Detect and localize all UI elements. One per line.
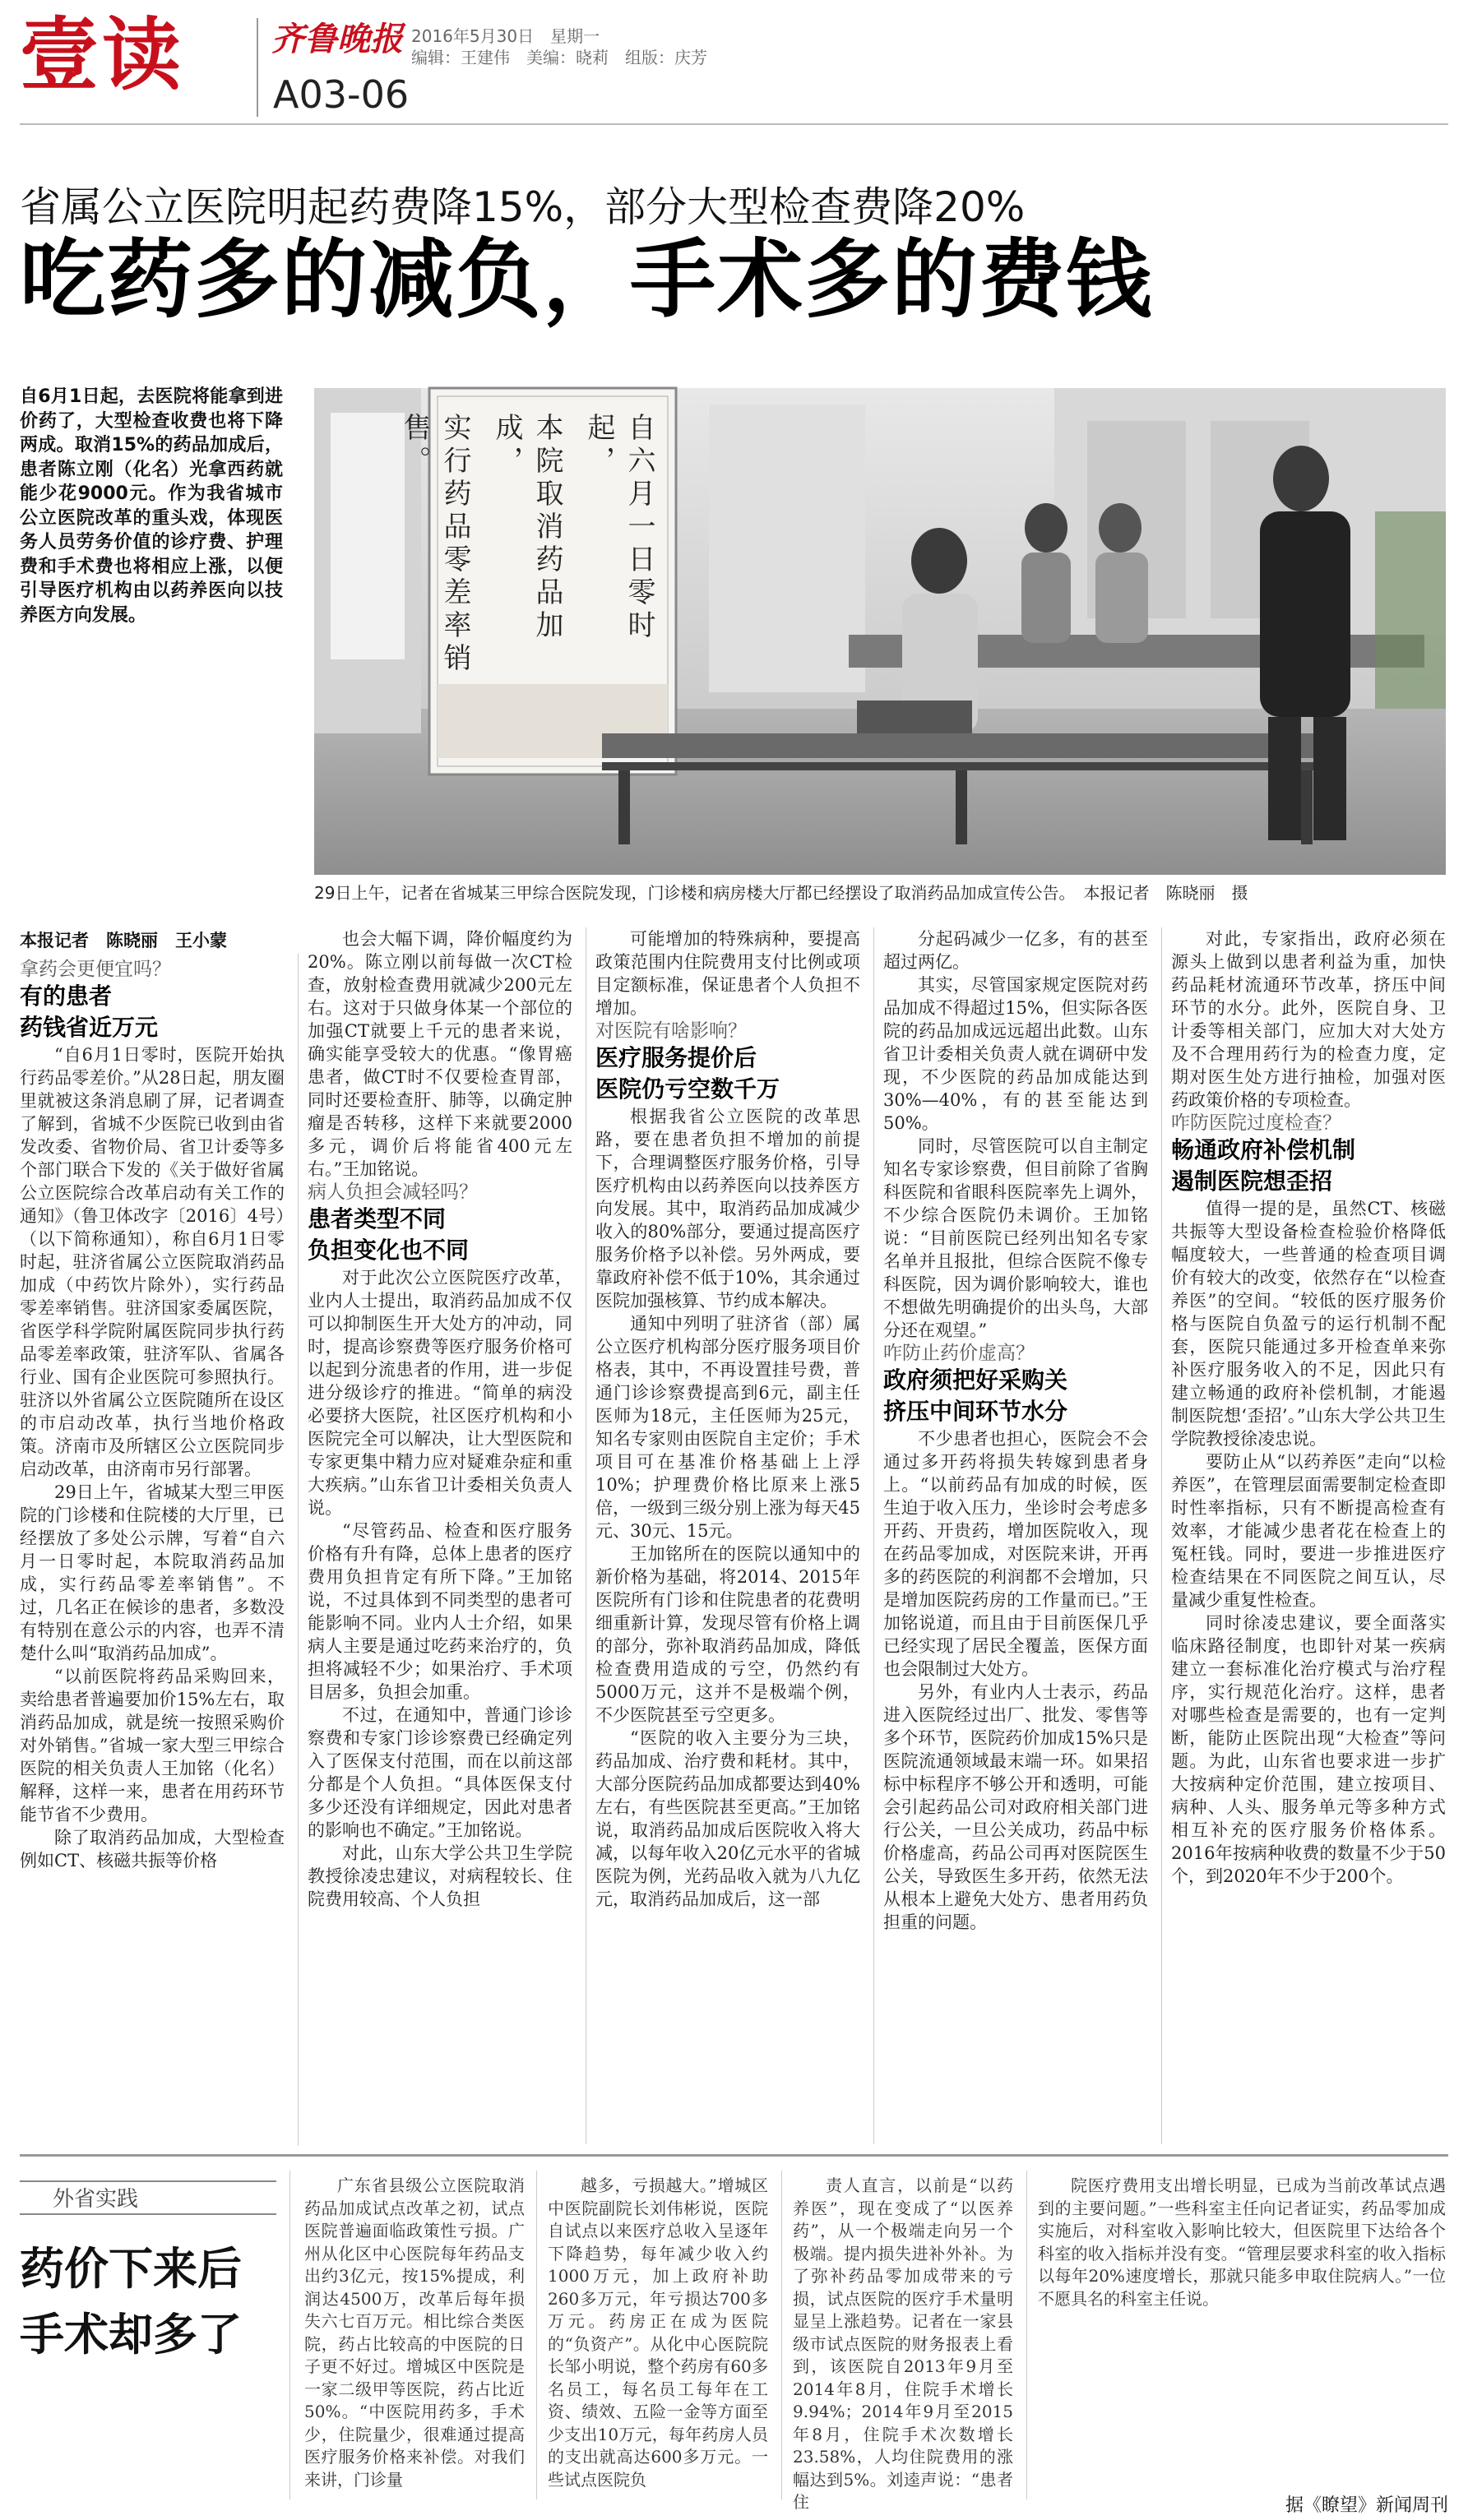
dateline: 2016年5月30日 星期一	[411, 26, 600, 46]
article-column-4	[883, 927, 1148, 2144]
article-paragraph: 王加铭所在的医院以通知中的新价格为基础，将2014、2015年医院所有门诊和住院患者的花费明细重新计算，发现尽管有价格上调的部分，弥补取消药品加成，降低检查费用造成的亏空，仍然约有5000万元，这并不是极端个例，不少医院甚至亏空更多。	[595, 1544, 860, 1725]
subheadline: 省属公立医院明起药费降15%，部分大型检查费降20%	[20, 183, 1026, 231]
article-paragraph: 对此，山东大学公共卫生学院教授徐凌忠建议，对病程较长、住院费用较高、个人负担	[308, 1843, 572, 1909]
article-column-2	[308, 927, 572, 2144]
article-paragraph: 其实，尽管国家规定医院对药品加成不得超过15%，但实际各医院的药品加成远远超出此数。山东省卫计委相关负责人就在调研中发现，不少医院的药品加成能达到30%—40%，有的甚至能达到50%。	[883, 975, 1148, 1133]
article-paragraph: 根据我省公立医院的改革思路，要在患者负担不增加的前提下，合理调整医疗服务价格，引导医疗机构由以药养医向以技养医方向发展。其中，取消药品加成减少收入的80%部分，要通过提高医疗服务价格予以补偿。另外两成，要靠政府补偿不低于10%，其余通过医院加强核算、节约成本解决。	[595, 1107, 860, 1311]
news-photo	[314, 388, 1446, 875]
article-paragraph: 同时，尽管医院可以自主制定知名专家诊察费，但目前除了省胸科医院和省眼科医院率先上调外，不少综合医院仍未调价。王加铭说：“目前医院已经列出知名专家名单并且报批，但综合医院不像专科医院，因为调价影响较大，谁也不想做先明确提价的出头鸟，大部分还在观望。”	[883, 1136, 1148, 1340]
column-rule	[1161, 927, 1162, 2144]
article-paragraph: 29日上午，省城某大型三甲医院的门诊楼和住院楼的大厅里，已经摆放了多处公示牌，写着“自六月一日零时起，本院取消药品加成，实行药品零差率销售”。不过，几名正在候诊的患者，多数没有特别在意公示的内容，也弄不清楚什么叫“取消药品加成”。	[20, 1482, 285, 1663]
notice-line-3: 实行药品零差率销售。	[398, 413, 471, 676]
lower-column-2	[548, 2175, 768, 2490]
lower-paragraph: 责人直言，以前是“以药养医”，现在变成了“以医养药”，从一个极端走向另一个极端。提内损失进补外补。为了弥补药品零加成带来的亏损，试点医院的医疗手术量明显呈上涨趋势。记者在一家县级市试点医院的财务报表上看到，该医院自2013年9月至2014年8月，住院手术增长9.94%；2014年9月至2015年8月，住院手术次数增长23.58%，人均住院费用的涨幅达到5%。刘逵声说：“患者住	[793, 2176, 1013, 2512]
lead-paragraph: 自6月1日起，去医院将能拿到进价药了，大型检查收费也将下降两成。取消15%的药品加成后，患者陈立刚（化名）光拿西药就能少花9000元。作为我省城市公立医院改革的重头戏，体现医务人员劳务价值的诊疗费、护理费和手术费也将相应上涨，以便引导医疗机构由以药养医向以技养医方向发展。	[20, 386, 283, 626]
column-rule	[873, 927, 874, 2144]
section-kicker: 咋防止药价虚高？	[883, 1343, 1035, 1364]
column-rule	[298, 954, 299, 2146]
section-heading: 有的患者 药钱省近万元	[20, 983, 159, 1041]
article-paragraph: 通知中列明了驻济省（部）属公立医疗机构部分医疗服务项目价格表，其中，不再设置挂号费，普通门诊诊察费提高到6元，副主任医师为18元，主任医师为25元，知名专家则由医院自主定价；手术项目可在基准价格基础上上浮10%；护理费价格比原来上涨5倍，一级到三级分别上涨为每天45元、30元、15元。	[595, 1314, 860, 1541]
article-column-3	[595, 927, 860, 2144]
article-column-5	[1171, 927, 1446, 2144]
section-heading: 医疗服务提价后 医院仍亏空数千万	[595, 1044, 780, 1103]
paper-logo: 齐鲁晚报	[271, 20, 403, 58]
byline: 本报记者 陈晓丽 王小蒙	[20, 931, 227, 950]
section-kicker: 对医院有啥影响？	[595, 1020, 747, 1042]
article-paragraph: 也会大幅下调，降价幅度约为20%。陈立刚以前每做一次CT检查，放射检查费用就减少200元左右。这对于只做身体某一个部位的加强CT就要上千元的患者来说，确实能享受较大的优惠。“像胃癌患者，做CT时不仅要检查胃部，同时还要检查肝、肺等，以确定肿瘤是否转移，这样下来就要2000多元，调价后将能省400元左右。”王加铭说。	[308, 929, 572, 1179]
column-rule	[781, 2171, 782, 2499]
article-paragraph: “以前医院将药品采购回来，卖给患者普遍要加价15%左右，取消药品加成，就是统一按照采购价对外销售。”省城一家大型三甲综合医院的相关负责人王加铭（化名）解释，这样一来，患者在用药环节能节省不少费用。	[20, 1667, 285, 1824]
sidebar-title-line-1: 药价下来后	[20, 2243, 242, 2295]
source-credit: 据《瞭望》新闻周刊	[1285, 2495, 1448, 2516]
article-paragraph: 要防止从“以药养医”走向“以检养医”，在管理层面需要制定检查即时性率指标，只有不断提高检查有效率，才能减少患者花在检查上的冤枉钱。同时，要进一步推进医疗检查结果在不同医院之间互认，尽量减少重复性检查。	[1171, 1452, 1446, 1610]
lower-paragraph: 越多，亏损越大。”增城区中医院副院长刘伟彬说，医院自试点以来医疗总收入呈逐年下降趋势，每年减少收入约1000万元，加上政府补助260多万元，年亏损达700多万元。药房正在成为医院的“负资产”。从化中心医院院长邹小明说，整个药房有60多名员工，每名员工每年在工资、绩效、五险一金等方面至少支出10万元，每年药房人员的支出就高达600多万元。一些试点医院负	[548, 2176, 768, 2490]
section-divider	[257, 18, 258, 117]
article-paragraph: 同时徐凌忠建议，要全面落实临床路径制度，也即针对某一疾病建立一套标准化治疗模式与治疗程序，实行规范化治疗。这样，患者对哪些检查是需要的，也有一定判断，能防止医院出现“大检查”等问题。为此，山东省也要求进一步扩大按病种定价范围，建立按项目、病种、人头、服务单元等多种方式相互补充的医疗服务价格体系。2016年按病种收费的数量不少于50个，到2020年不少于200个。	[1171, 1613, 1446, 1886]
lower-paragraph: 院医疗费用支出增长明显，已成为当前改革试点遇到的主要问题。”一些科室主任向记者证实，药品零加成实施后，对科室收入影响比较大，但医院里下达给各个科室的收入指标并没有变。“管理层要求科室的收入指标以每年20%速度增长，那就只能多申取住院病人。”一位不愿具名的科室主任说。	[1038, 2176, 1446, 2309]
lower-column-4	[1038, 2175, 1446, 2487]
lower-column-3	[793, 2175, 1013, 2512]
notice-sign-text	[398, 413, 660, 676]
masthead	[0, 0, 1468, 140]
lower-column-1	[304, 2175, 525, 2490]
section-heading: 患者类型不同 负担变化也不同	[308, 1205, 470, 1264]
article-column-1	[20, 958, 285, 2142]
article-paragraph: 值得一提的是，虽然CT、核磁共振等大型设备检查检验价格降低幅度较大，一些普通的检查项目调价有较大的改变，依然存在“以检查养医”的空间。“较低的医疗服务价格与医院自负盈亏的运行机制不配套，医院只能通过多开检查单来弥补医疗服务收入的不足，因此只有建立畅通的政府补偿机制，才能遏制医院想‘歪招’。”山东大学公共卫生学院教授徐凌忠说。	[1171, 1199, 1446, 1449]
article-paragraph: 不过，在通知中，普通门诊诊察费和专家门诊诊察费已经确定列入了医保支付范围，而在以前这部分都是个人负担。“具体医保支付多少还没有详细规定，因此对患者的影响也不确定。”王加铭说。	[308, 1705, 572, 1840]
main-headline: 吃药多的减负，手术多的费钱	[20, 229, 1154, 330]
article-paragraph: 除了取消药品加成，大型检查例如CT、核磁共振等价格	[20, 1828, 285, 1870]
article-paragraph: 对此，专家指出，政府必须在源头上做到以患者利益为重，加快药品耗材流通环节改革，挤压中间环节的水分。此外，医院自身、卫计委等相关部门，应加大对大处方及不合理用药行为的检查力度，定期对医生处方进行抽检，加强对医药政策价格的专项检查。	[1171, 929, 1446, 1110]
article-paragraph: “医院的收入主要分为三块，药品加成、治疗费和耗材。其中，大部分医院药品加成都要达到40%左右，有些医院甚至更高。”王加铭说，取消药品加成后医院收入将大减，以每年收入20亿元水平的省城医院为例，光药品收入就为八九亿元，取消药品加成后，这一部	[595, 1728, 860, 1909]
page-number: A03-06	[273, 72, 410, 117]
article-paragraph: “尽管药品、检查和医疗服务价格有升有降，总体上患者的医疗费用负担肯定有所下降。”王加铭说，不过具体到不同类型的患者可能影响不同。业内人士介绍，如果病人主要是通过吃药来治疗的，负担将减轻不少；如果治疗、手术项目居多，负担会加重。	[308, 1521, 572, 1702]
sidebar-title-line-2: 手术却多了	[20, 2309, 242, 2360]
article-paragraph: 分起码减少一亿多，有的甚至超过两亿。	[883, 929, 1148, 972]
article-paragraph: “自6月1日零时，医院开始执行药品零差价。”从28日起，朋友圈里就被这条消息刷了屏，记者调查了解到，省城不少医院已收到由省发改委、省物价局、省卫计委等多个部门联合下发的《关于做好省属公立医院综合改革启动有关工作的通知》（鲁卫体改字〔2016〕4号）（以下简称通知），称自6月1日零时起，驻济省属公立医院取消药品加成（中药饮片除外），实行药品零差率销售。驻济国家委属医院，省医学科学院附属医院同步执行药品零差率政策，驻济军队、省属各行业、国有企业医院可参照执行。驻济以外省属公立医院随所在设区的市启动改革，执行当地价格政策。济南市及所辖区公立医院同步启动改革，由济南市另行部署。	[20, 1045, 285, 1479]
article-paragraph: 不少患者也担心，医院会不会通过多开药将损失转嫁到患者身上。“以前药品有加成的时候，医生迫于收入压力，坐诊时会考虑多开药、开贵药，增加医院收入，现在药品零加成，对医院来讲，开再多的药医院的利润都不会增加，只是增加医院药房的工作量而已。”王加铭说道，而且由于目前医保几乎已经实现了居民全覆盖，医保方面也会限制过大处方。	[883, 1429, 1148, 1679]
section-kicker: 咋防医院过度检查？	[1171, 1112, 1341, 1134]
lower-paragraph: 广东省县级公立医院取消药品加成试点改革之初，试点医院普遍面临政策性亏损。广州从化区中心医院每年药品支出约3亿元，按15%提成，利润达4500万，改革后每年损失六七百万元。相比综合类医院，药占比较高的中医院的日子更不好过。增城区中医院是一家二级甲等医院，药占比近50%。“中医院用药多，手术少，住院量少，很难通过提高医疗服务价格来补偿。对我们来讲，门诊量	[304, 2176, 525, 2490]
masthead-rule	[20, 123, 1448, 125]
section-heading: 畅通政府补偿机制 遏制医院想歪招	[1171, 1136, 1356, 1195]
column-rule	[536, 2171, 537, 2499]
column-rule	[289, 2171, 290, 2499]
notice-line-1: 自六月一日零时起，	[582, 413, 655, 643]
photo-caption: 29日上午，记者在省城某三甲综合医院发现，门诊楼和病房楼大厅都已经摆设了取消药品加成宣传公告。 本报记者 陈晓丽 摄	[314, 883, 1248, 903]
editors-line: 编辑：王建伟 美编：晓莉 组版：庆芳	[411, 48, 707, 67]
column-rule	[1026, 2171, 1027, 2499]
sidebar-kicker: 外省实践	[20, 2180, 276, 2215]
notice-line-2: 本院取消药品加成，	[490, 413, 563, 643]
section-rule	[20, 2154, 1448, 2157]
section-kicker: 拿药会更便宜吗？	[20, 959, 171, 980]
section-kicker: 病人负担会减轻吗？	[308, 1181, 478, 1203]
section-name: 壹读	[20, 9, 184, 101]
article-paragraph: 可能增加的特殊病种，要提高政策范围内住院费用支付比例或项目定额标准，保证患者个人负担不增加。	[595, 929, 860, 1018]
section-heading: 政府须把好采购关 挤压中间环节水分	[883, 1366, 1068, 1425]
sidebar-title	[20, 2236, 242, 2368]
article-paragraph: 另外，有业内人士表示，药品进入医院经过出厂、批发、零售等多个环节，医院药价加成15%只是医院流通领域最末端一环。如果招标中标程序不够公开和透明，可能会引起药品公司对政府相关部门进行公关，一旦公关成功，药品中标价格虚高，药品公司再对医院医生公关，导致医生多开药，依然无法从根本上避免大处方、患者用药负担重的问题。	[883, 1682, 1148, 1932]
article-paragraph: 对于此次公立医院医疗改革，业内人士提出，取消药品加成不仅可以抑制医生开大处方的冲动，同时，提高诊察费等医疗服务价格可以起到分流患者的作用，进一步促进分级诊疗的推进。“简单的病没必要挤大医院，社区医疗机构和小医院完全可以解决，让大型医院和专家更集中精力应对疑难杂症和重大疾病。”山东省卫计委相关负责人说。	[308, 1268, 572, 1518]
